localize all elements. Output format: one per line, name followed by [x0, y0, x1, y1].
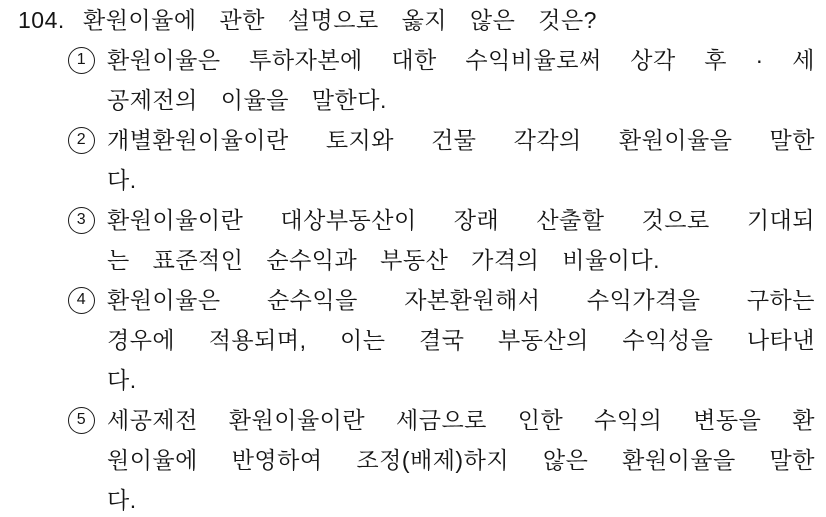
choice-line: 다.: [107, 167, 137, 193]
choice-item-2: [68, 120, 815, 200]
choice-line: 다.: [107, 367, 137, 393]
choice-marker-col: [68, 400, 107, 440]
choice-text: [107, 40, 815, 120]
choice-marker-col: [68, 200, 107, 240]
question-number: 104.: [18, 7, 65, 33]
choice-marker-col: [68, 40, 107, 80]
choice-line: 원이율에 반영하여 조정(배제)하지 않은 환원이율을 말한: [107, 447, 815, 473]
choice-text: [107, 400, 815, 517]
choice-line: 공제전의 이율을 말한다.: [107, 87, 387, 113]
circled-number-5-icon: 5: [68, 407, 95, 434]
choice-item-1: [68, 40, 815, 120]
choice-line: 경우에 적용되며, 이는 결국 부동산의 수익성을 나타낸: [107, 327, 815, 353]
choice-text: [107, 120, 815, 200]
question-header: [18, 0, 815, 40]
choice-line: 는 표준적인 순수익과 부동산 가격의 비율이다.: [107, 247, 660, 273]
choice-line: 다.: [107, 487, 137, 513]
choice-marker-col: [68, 280, 107, 320]
choice-line: 환원이율은 투하자본에 대한 수익비율로써 상각 후 · 세: [107, 47, 815, 73]
choice-text: [107, 280, 815, 400]
circled-number-2-icon: 2: [68, 127, 95, 154]
choice-line: 세공제전 환원이율이란 세금으로 인한 수익의 변동을 환: [107, 407, 815, 433]
choice-line: 환원이율은 순수익을 자본환원해서 수익가격을 구하는: [107, 287, 815, 313]
circled-number-4-icon: 4: [68, 287, 95, 314]
circled-number-3-icon: 3: [68, 207, 95, 234]
choice-item-3: [68, 200, 815, 280]
choice-marker-col: [68, 120, 107, 160]
choice-line: 개별환원이율이란 토지와 건물 각각의 환원이율을 말한: [107, 127, 815, 153]
question-text: 환원이율에 관한 설명으로 옳지 않은 것은?: [83, 7, 597, 33]
choice-item-5: [68, 400, 815, 517]
choice-item-4: [68, 280, 815, 400]
choice-line: 환원이율이란 대상부동산이 장래 산출할 것으로 기대되: [107, 207, 815, 233]
choice-text: [107, 200, 815, 280]
circled-number-1-icon: 1: [68, 47, 95, 74]
